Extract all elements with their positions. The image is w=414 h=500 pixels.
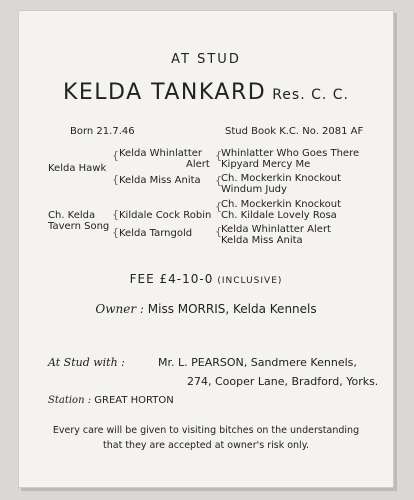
pedigree-dam-line1: Ch. Kelda — [48, 210, 96, 221]
at-stud-heading: AT STUD — [171, 52, 241, 67]
brace-ss: { — [215, 149, 222, 162]
pedigree-dam-sire: Kildale Cock Robin — [119, 210, 212, 221]
dog-name: KELDA TANKARD — [62, 80, 267, 105]
station-line — [48, 395, 174, 406]
footer-line2: that they are accepted at owner's risk only. — [103, 440, 309, 451]
fee-note: (INCLUSIVE) — [217, 276, 283, 286]
pedigree-dd-sire: Kelda Whinlatter Alert — [221, 224, 331, 235]
brace-sire-dam: { — [112, 173, 119, 186]
stud-card — [18, 10, 394, 488]
brace-dam-dam: { — [112, 226, 119, 239]
pedigree-ds-dam: Ch. Kildale Lovely Rosa — [221, 210, 337, 221]
pedigree-sire-sire-line2: Alert — [186, 159, 210, 170]
brace-sd: { — [215, 174, 222, 187]
agent-line1: Mr. L. PEARSON, Sandmere Kennels, — [158, 356, 357, 369]
pedigree-ds-sire: Ch. Mockerkin Knockout — [221, 199, 342, 210]
dog-title — [18, 80, 394, 105]
station-value: GREAT HORTON — [94, 395, 174, 406]
brace-sire-sire: { — [112, 149, 119, 162]
pedigree-ss-sire: Whinlatter Who Goes There — [221, 148, 360, 159]
dog-award: Res. C. C. — [272, 87, 350, 103]
pedigree-sire: Kelda Hawk — [48, 163, 107, 174]
brace-ds: { — [215, 200, 222, 213]
fee-amount: FEE £4-10-0 — [129, 272, 214, 286]
pedigree-sire-sire-line1: Kelda Whinlatter — [119, 148, 202, 159]
owner-label: Owner : — [95, 302, 144, 316]
brace-dd: { — [215, 225, 222, 238]
agent-line2: 274, Cooper Lane, Bradford, Yorks. — [187, 375, 379, 388]
footer-line1: Every care will be given to visiting bitches on the understanding — [52, 425, 360, 436]
brace-dam-sire: { — [112, 208, 119, 221]
footer-note — [18, 423, 394, 453]
pedigree-dam-line2: Tavern Song — [48, 221, 110, 232]
pedigree-sire-dam: Kelda Miss Anita — [119, 175, 201, 186]
station-label: Station : — [48, 395, 92, 406]
pedigree-dam-dam: Kelda Tarngold — [119, 228, 193, 239]
owner-value: Miss MORRIS, Kelda Kennels — [147, 302, 317, 316]
pedigree-ss-dam: Kipyard Mercy Me — [221, 159, 311, 170]
pedigree-dd-dam: Kelda Miss Anita — [221, 235, 303, 246]
pedigree-sd-dam: Windum Judy — [221, 184, 287, 195]
owner-line — [18, 302, 394, 316]
stud-book-number: Stud Book K.C. No. 2081 AF — [225, 126, 364, 137]
birth-date: Born 21.7.46 — [70, 126, 135, 137]
pedigree-sd-sire: Ch. Mockerkin Knockout — [221, 173, 342, 184]
agent-label: At Stud with : — [48, 356, 125, 369]
stud-fee — [18, 272, 394, 286]
